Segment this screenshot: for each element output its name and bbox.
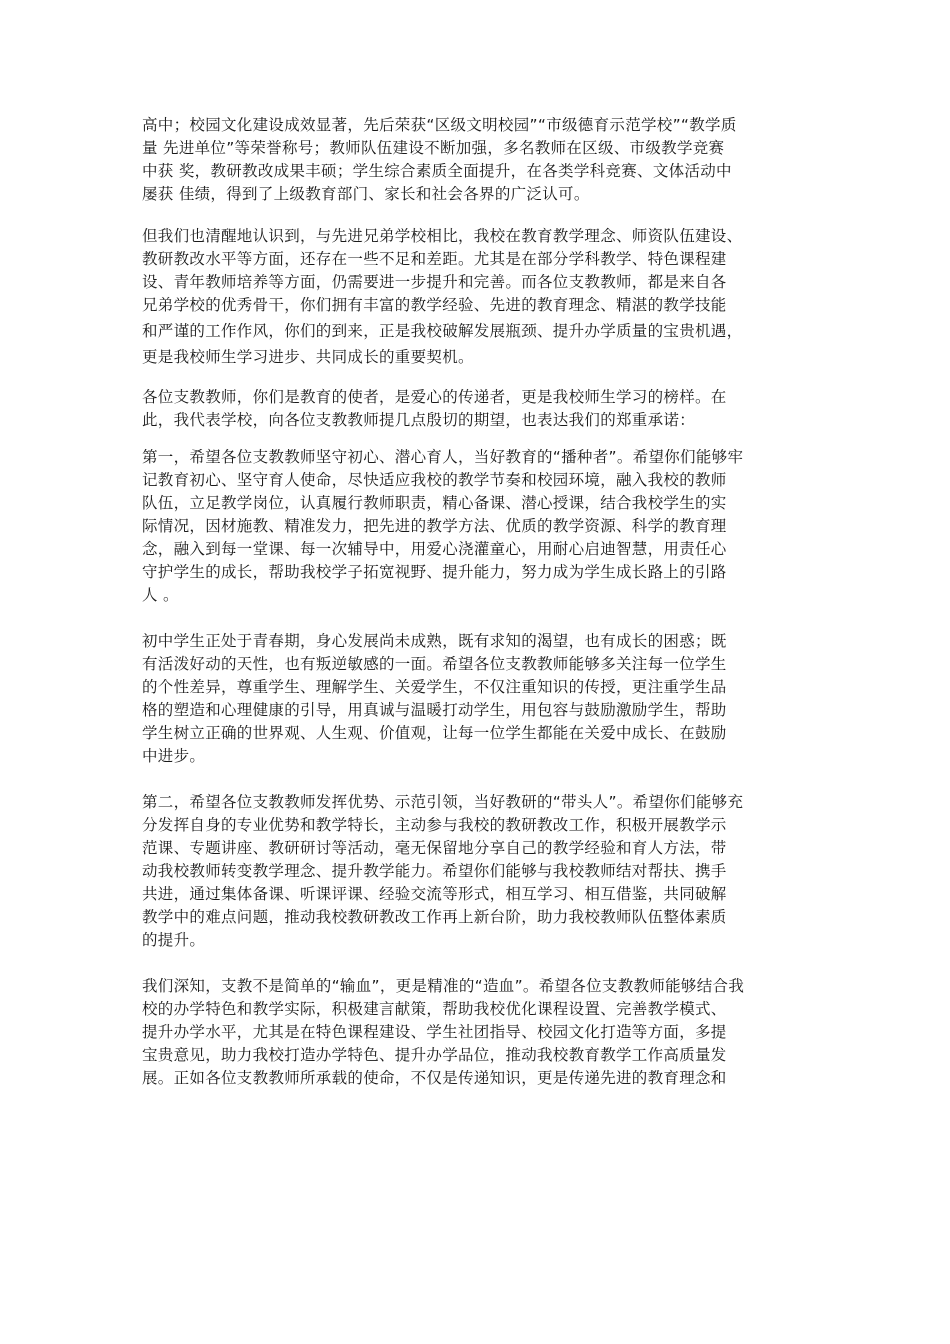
text-line: 兄弟学校的优秀骨干，你们拥有丰富的教学经验、先进的教育理念、精湛的教学技能 — [142, 296, 727, 314]
text-line: 但我们也清醒地认识到，与先进兄弟学校相比，我校在教育教学理念、师资队伍建设、 — [142, 227, 743, 245]
text-line: 教学中的难点问题，推动我校教研教改工作再上新台阶，助力我校教师队伍整体素质 — [142, 908, 727, 926]
text-line: 分发挥自身的专业优势和教学特长，主动参与我校的教研教改工作，积极开展教学示 — [142, 816, 727, 834]
text-line: 宝贵意见，助力我校打造办学特色、提升办学品位，推动我校教育教学工作高质量发 — [142, 1046, 727, 1064]
paragraph-3 — [142, 386, 814, 432]
paragraph-2 — [142, 225, 814, 369]
text-line: 记教育初心、坚守育人使命，尽快适应我校的教学节奏和校园环境，融入我校的教师 — [142, 471, 727, 489]
text-line: 的个性差异，尊重学生、理解学生、关爱学生，不仅注重知识的传授，更注重学生品 — [142, 678, 727, 696]
text-line: 中获 奖，教研教改成果丰硕；学生综合素质全面提升，在各类学科竞赛、文体活动中 — [142, 162, 732, 180]
text-line: 校的办学特色和教学实际，积极建言献策，帮助我校优化课程设置、完善教学模式、 — [142, 1000, 727, 1018]
text-line: 第二，希望各位支教教师发挥优势、示范引领，当好教研的“带头人”。希望你们能够充 — [142, 793, 744, 811]
text-line: 屡获 佳绩，得到了上级教育部门、家长和社会各界的广泛认可。 — [142, 185, 590, 203]
text-line: 念，融入到每一堂课、每一次辅导中，用爱心浇灌童心，用耐心启迪智慧，用责任心 — [142, 540, 727, 558]
text-line: 展。正如各位支教教师所承载的使命，不仅是传递知识，更是传递先进的教育理念和 — [142, 1069, 727, 1087]
text-line: 人 。 — [142, 586, 179, 604]
text-line: 教研教改水平等方面，还存在一些不足和差距。尤其是在部分学科教学、特色课程建 — [142, 250, 727, 268]
paragraph-1 — [142, 114, 814, 206]
text-line: 动我校教师转变教学理念、提升教学能力。希望你们能够与我校教师结对帮扶、携手 — [142, 862, 727, 880]
paragraph-5 — [142, 630, 814, 768]
text-line: 初中学生正处于青春期，身心发展尚未成熟，既有求知的渴望，也有成长的困惑；既 — [142, 632, 727, 650]
text-line: 范课、专题讲座、教研研讨等活动，毫无保留地分享自己的教学经验和育人方法，带 — [142, 839, 727, 857]
text-line: 此，我代表学校，向各位支教教师提几点殷切的期望，也表达我们的郑重承诺： — [142, 411, 696, 429]
paragraph-6 — [142, 791, 814, 952]
text-line: 守护学生的成长，帮助我校学子拓宽视野、提升能力，努力成为学生成长路上的引路 — [142, 563, 727, 581]
text-line: 提升办学水平，尤其是在特色课程建设、学生社团指导、校园文化打造等方面，多提 — [142, 1023, 727, 1041]
text-line: 第一，希望各位支教教师坚守初心、潜心育人，当好教育的“播种者”。希望你们能够牢 — [142, 448, 744, 466]
text-line: 有活泼好动的天性，也有叛逆敏感的一面。希望各位支教教师能够多关注每一位学生 — [142, 655, 727, 673]
paragraph-4 — [142, 446, 814, 607]
text-line: 各位支教教师，你们是教育的使者，是爱心的传递者，更是我校师生学习的榜样。在 — [142, 388, 727, 406]
paragraph-7 — [142, 975, 814, 1090]
text-line: 队伍，立足教学岗位，认真履行教师职责，精心备课、潜心授课，结合我校学生的实 — [142, 494, 727, 512]
text-line: 的提升。 — [142, 931, 206, 949]
text-line: 设、青年教师培养等方面，仍需要进一步提升和完善。而各位支教教师，都是来自各 — [142, 273, 727, 291]
text-line: 量 先进单位”等荣誉称号；教师队伍建设不断加强，多名教师在区级、市级教学竞赛 — [142, 139, 725, 157]
text-line: 际情况，因材施教、精准发力，把先进的教学方法、优质的教学资源、科学的教育理 — [142, 517, 727, 535]
text-line: 更是我校师生学习进步、共同成长的重要契机。 — [142, 348, 474, 366]
text-line: 和严谨的工作作风，你们的到来，正是我校破解发展瓶颈、提升办学质量的宝贵机遇， — [142, 322, 743, 340]
text-line: 高中；校园文化建设成效显著，先后荣获“区级文明校园”“市级德育示范学校”“教学质 — [142, 116, 737, 134]
text-line: 学生树立正确的世界观、人生观、价值观，让每一位学生都能在关爱中成长、在鼓励 — [142, 724, 727, 742]
text-line: 格的塑造和心理健康的引导，用真诚与温暖打动学生，用包容与鼓励激励学生，帮助 — [142, 701, 727, 719]
text-line: 我们深知，支教不是简单的“输血”，更是精准的“造血”。希望各位支教教师能够结合我 — [142, 977, 745, 995]
text-line: 中进步。 — [142, 747, 206, 765]
text-line: 共进，通过集体备课、听课评课、经验交流等形式，相互学习、相互借鉴，共同破解 — [142, 885, 727, 903]
